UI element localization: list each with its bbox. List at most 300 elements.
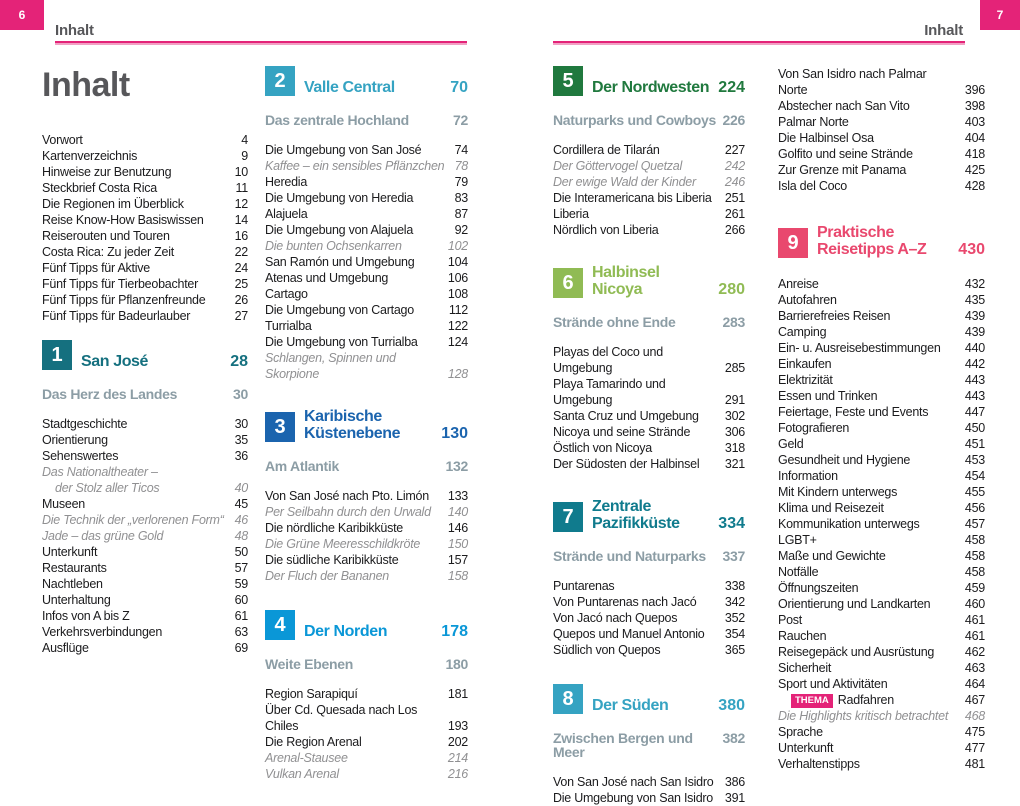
chapter-title-line: Der Süden bbox=[592, 697, 669, 714]
toc-entry-list bbox=[553, 578, 745, 658]
toc-entry-label: Die Umgebung von Turrialba bbox=[265, 335, 418, 349]
toc-entry-label: Die Technik der „verlorenen Form“ bbox=[42, 513, 224, 527]
toc-entry-page: 418 bbox=[964, 147, 985, 161]
chapter-title bbox=[304, 408, 432, 442]
toc-entry-page: 106 bbox=[447, 271, 468, 285]
toc-entry-page: 464 bbox=[964, 677, 985, 691]
toc-entry-label: Vulkan Arenal bbox=[265, 767, 339, 781]
toc-entry-page: 462 bbox=[964, 645, 985, 659]
toc-entry-label: Über Cd. Quesada nach Los Chiles bbox=[265, 703, 418, 733]
toc-entry-label: Maße und Gewichte bbox=[778, 549, 886, 563]
toc-entry bbox=[778, 324, 985, 340]
chapter-page: 280 bbox=[718, 281, 745, 298]
toc-entry-label: Sprache bbox=[778, 725, 823, 739]
toc-entry-page: 87 bbox=[454, 207, 468, 221]
toc-entry-label: Die südliche Karibikküste bbox=[265, 553, 399, 567]
toc-entry-label: Museen bbox=[42, 497, 85, 511]
toc-entry-label: Cordillera de Tilarán bbox=[553, 143, 660, 157]
toc-entry bbox=[42, 308, 248, 324]
chapter-page: 224 bbox=[718, 79, 745, 96]
toc-entry-label: Anreise bbox=[778, 277, 819, 291]
toc-entry bbox=[778, 340, 985, 356]
toc-entry-page: 16 bbox=[234, 229, 248, 243]
toc-entry-label: Infos von A bis Z bbox=[42, 609, 130, 623]
toc-entry-label: Die Umgebung von San Isidro bbox=[553, 791, 714, 805]
toc-entry bbox=[778, 372, 985, 388]
chapter-title bbox=[81, 353, 221, 370]
toc-entry-label: Die Highlights kritisch betrachtet bbox=[778, 709, 949, 723]
toc-entry-page: 40 bbox=[234, 481, 248, 495]
toc-entry-label: Die nördliche Karibikküste bbox=[265, 521, 404, 535]
toc-entry-page: 108 bbox=[447, 287, 468, 301]
toc-entry-label: Cartago bbox=[265, 287, 308, 301]
chapter-number-badge: 5 bbox=[553, 66, 583, 96]
toc-entry-page: 338 bbox=[724, 579, 745, 593]
section-subheading bbox=[42, 387, 248, 401]
toc-entry-label: Arenal-Stausee bbox=[265, 751, 348, 765]
page-title: Inhalt bbox=[42, 66, 130, 104]
toc-entry-label: Die Umgebung von Cartago bbox=[265, 303, 414, 317]
chapter-title-line: Küstenebene bbox=[304, 425, 401, 442]
toc-entry bbox=[42, 496, 248, 512]
toc-entry-label: Reiserouten und Touren bbox=[42, 229, 170, 243]
toc-entry-page: 451 bbox=[964, 437, 985, 451]
section-subheading bbox=[553, 315, 745, 329]
toc-entry-label: Orientierung bbox=[42, 433, 108, 447]
toc-entry-page: 24 bbox=[234, 261, 248, 275]
toc-entry-list bbox=[265, 686, 468, 782]
chapter-title-line: Der Nordwesten bbox=[592, 79, 710, 96]
toc-entry bbox=[553, 456, 745, 472]
section-subheading-page: 132 bbox=[445, 458, 468, 474]
section-subheading-label: Das Herz des Landes bbox=[42, 386, 178, 402]
toc-column-2 bbox=[265, 64, 468, 782]
toc-entry bbox=[265, 318, 468, 334]
section-subheading-label: Naturparks und Cowboys bbox=[553, 112, 716, 128]
toc-entry bbox=[42, 276, 248, 292]
toc-entry bbox=[778, 612, 985, 628]
toc-entry-page: 202 bbox=[447, 735, 468, 749]
toc-entry bbox=[265, 238, 468, 254]
right-page-number: 7 bbox=[996, 8, 1004, 22]
toc-entry-page: 45 bbox=[234, 497, 248, 511]
toc-entry-page: 455 bbox=[964, 485, 985, 499]
toc-entry-page: 266 bbox=[724, 223, 745, 237]
toc-entry-page: 457 bbox=[964, 517, 985, 531]
chapter-title-line: Pazifikküste bbox=[592, 515, 680, 532]
toc-entry-page: 291 bbox=[724, 393, 745, 407]
toc-entry bbox=[778, 436, 985, 452]
toc-entry bbox=[778, 276, 985, 292]
toc-entry-page: 25 bbox=[234, 277, 248, 291]
chapter-page: 380 bbox=[718, 697, 745, 714]
toc-entry-page: 150 bbox=[447, 537, 468, 551]
toc-entry-label: Zur Grenze mit Panama bbox=[778, 163, 907, 177]
toc-entry-label: Unterhaltung bbox=[42, 593, 111, 607]
chapter-2-heading bbox=[265, 66, 468, 96]
toc-entry-label: Jade – das grüne Gold bbox=[42, 529, 164, 543]
toc-entry-page: 386 bbox=[724, 775, 745, 789]
toc-entry-page: 246 bbox=[724, 175, 745, 189]
chapter-title-line: Halbinsel Nicoya bbox=[592, 264, 660, 298]
toc-entry-list bbox=[553, 142, 745, 238]
toc-entry-label: Nachtleben bbox=[42, 577, 103, 591]
toc-entry-page: 128 bbox=[447, 367, 468, 381]
chapter-7-heading bbox=[553, 498, 745, 532]
toc-entry-label: Elektrizität bbox=[778, 373, 833, 387]
section-subheading-label: Zwischen Bergen und Meer bbox=[553, 730, 693, 760]
chapter-title-line: Valle Central bbox=[304, 79, 395, 96]
toc-entry-label: Die Interamericana bis Liberia bbox=[553, 191, 712, 205]
toc-entry bbox=[265, 702, 468, 734]
section-subheading bbox=[553, 549, 745, 563]
toc-entry-label: San Ramón und Umgebung bbox=[265, 255, 415, 269]
toc-entry-list bbox=[265, 488, 468, 584]
toc-entry-page: 46 bbox=[234, 513, 248, 527]
toc-entry-page: 302 bbox=[724, 409, 745, 423]
toc-entry-label: Fünf Tipps für Aktive bbox=[42, 261, 150, 275]
toc-entry-label: Die Region Arenal bbox=[265, 735, 362, 749]
toc-entry bbox=[265, 552, 468, 568]
toc-entry-page: 157 bbox=[447, 553, 468, 567]
section-subheading bbox=[265, 113, 468, 127]
toc-entry bbox=[42, 148, 248, 164]
toc-entry-page: 391 bbox=[724, 791, 745, 805]
toc-entry-label: Ein- u. Ausreisebestimmungen bbox=[778, 341, 941, 355]
chapter-number-badge: 6 bbox=[553, 268, 583, 298]
chapter-title-line: Praktische bbox=[817, 224, 894, 241]
toc-entry-page: 404 bbox=[964, 131, 985, 145]
toc-entry bbox=[553, 142, 745, 158]
toc-entry-page: 214 bbox=[447, 751, 468, 765]
toc-entry-label: Alajuela bbox=[265, 207, 308, 221]
toc-entry-page: 435 bbox=[964, 293, 985, 307]
toc-entry bbox=[553, 344, 745, 376]
toc-entry bbox=[42, 180, 248, 196]
toc-entry bbox=[265, 504, 468, 520]
section-subheading-label: Am Atlantik bbox=[265, 458, 339, 474]
toc-entry-page: 261 bbox=[724, 207, 745, 221]
toc-entry bbox=[778, 308, 985, 324]
section-subheading bbox=[265, 657, 468, 671]
chapter-title-line: Karibische bbox=[304, 408, 382, 425]
chapter-5-heading bbox=[553, 66, 745, 96]
toc-entry bbox=[553, 174, 745, 190]
toc-entry-page: 14 bbox=[234, 213, 248, 227]
toc-entry-page: 459 bbox=[964, 581, 985, 595]
toc-entry-label: Sehenswertes bbox=[42, 449, 119, 463]
toc-entry bbox=[265, 158, 468, 174]
toc-entry-label: Camping bbox=[778, 325, 827, 339]
toc-entry-page: 26 bbox=[234, 293, 248, 307]
toc-entry-list bbox=[778, 276, 985, 772]
toc-entry bbox=[265, 190, 468, 206]
toc-entry-list bbox=[553, 774, 745, 806]
toc-entry-label: Das Nationaltheater – der Stolz aller Ticos bbox=[42, 464, 229, 496]
chapter-9-heading bbox=[778, 224, 985, 258]
toc-entry-page: 285 bbox=[724, 361, 745, 375]
toc-entry-label: Nicoya und seine Strände bbox=[553, 425, 691, 439]
toc-entry-page: 447 bbox=[964, 405, 985, 419]
toc-entry bbox=[778, 66, 985, 98]
section-subheading-page: 337 bbox=[722, 548, 745, 564]
toc-entry-label: Steckbrief Costa Rica bbox=[42, 181, 157, 195]
toc-entry-page: 458 bbox=[964, 549, 985, 563]
toc-entry-label: Unterkunft bbox=[778, 741, 834, 755]
chapter-page: 178 bbox=[441, 623, 468, 640]
toc-entry-page: 251 bbox=[724, 191, 745, 205]
toc-entry bbox=[778, 98, 985, 114]
toc-entry-page: 4 bbox=[241, 133, 248, 147]
toc-entry-label: Sicherheit bbox=[778, 661, 832, 675]
toc-entry-page: 461 bbox=[964, 613, 985, 627]
left-running-head: Inhalt bbox=[55, 22, 94, 39]
toc-entry-page: 181 bbox=[447, 687, 468, 701]
toc-entry-label: Abstecher nach San Vito bbox=[778, 99, 910, 113]
toc-entry-page: 439 bbox=[964, 325, 985, 339]
toc-entry bbox=[778, 580, 985, 596]
toc-entry-page: 133 bbox=[447, 489, 468, 503]
toc-entry-page: 467 bbox=[964, 693, 985, 707]
toc-entry-page: 443 bbox=[964, 389, 985, 403]
toc-entry-label: Fotografieren bbox=[778, 421, 850, 435]
toc-entry bbox=[42, 528, 248, 544]
section-subheading-label: Das zentrale Hochland bbox=[265, 112, 409, 128]
toc-entry-page: 442 bbox=[964, 357, 985, 371]
toc-entry-page: 9 bbox=[241, 149, 248, 163]
toc-entry-label: Die Umgebung von Heredia bbox=[265, 191, 414, 205]
toc-entry-label: Santa Cruz und Umgebung bbox=[553, 409, 699, 423]
toc-entry bbox=[42, 244, 248, 260]
toc-entry-page: 112 bbox=[448, 303, 468, 317]
toc-entry-label: Atenas und Umgebung bbox=[265, 271, 389, 285]
section-subheading-label: Strände und Naturparks bbox=[553, 548, 706, 564]
toc-entry bbox=[265, 350, 468, 382]
toc-column-4 bbox=[778, 64, 985, 772]
toc-column-1 bbox=[42, 64, 248, 656]
toc-entry-page: 61 bbox=[234, 609, 248, 623]
toc-entry-label: Fünf Tipps für Pflanzenfreunde bbox=[42, 293, 206, 307]
chapter-title-line: San José bbox=[81, 353, 149, 370]
toc-entry bbox=[265, 222, 468, 238]
toc-entry bbox=[553, 790, 745, 806]
toc-entry-page: 425 bbox=[964, 163, 985, 177]
toc-entry-page: 124 bbox=[447, 335, 468, 349]
chapter-title bbox=[592, 498, 709, 532]
toc-entry bbox=[553, 774, 745, 790]
toc-entry bbox=[265, 520, 468, 536]
toc-entry-label: Geld bbox=[778, 437, 804, 451]
toc-entry-page: 30 bbox=[234, 417, 248, 431]
toc-entry-label: Nördlich von Liberia bbox=[553, 223, 659, 237]
toc-entry-page: 342 bbox=[724, 595, 745, 609]
toc-entry bbox=[778, 162, 985, 178]
toc-entry bbox=[42, 608, 248, 624]
toc-entry bbox=[553, 440, 745, 456]
toc-entry-label: Barrierefreies Reisen bbox=[778, 309, 891, 323]
toc-entry bbox=[265, 206, 468, 222]
toc-entry-page: 456 bbox=[964, 501, 985, 515]
toc-entry-label: Playa Tamarindo und Umgebung bbox=[553, 377, 666, 407]
toc-entry-label: Kommunikation unterwegs bbox=[778, 517, 920, 531]
toc-entry bbox=[265, 286, 468, 302]
toc-entry bbox=[553, 376, 745, 408]
left-page-number: 6 bbox=[18, 8, 26, 22]
toc-entry-label: Von San Isidro nach Palmar Norte bbox=[778, 67, 927, 97]
toc-entry-label: Klima und Reisezeit bbox=[778, 501, 884, 515]
chapter-title-line: Reisetipps A–Z bbox=[817, 241, 927, 258]
toc-entry bbox=[42, 196, 248, 212]
toc-entry bbox=[265, 270, 468, 286]
toc-entry bbox=[778, 692, 985, 708]
toc-entry-label: Fünf Tipps für Badeurlauber bbox=[42, 309, 191, 323]
toc-entry bbox=[553, 626, 745, 642]
toc-entry bbox=[553, 578, 745, 594]
toc-entry-page: 12 bbox=[234, 197, 248, 211]
toc-entry-label: Reisegepäck und Ausrüstung bbox=[778, 645, 935, 659]
toc-entry-label: Liberia bbox=[553, 207, 589, 221]
toc-entry-page: 83 bbox=[454, 191, 468, 205]
toc-entry bbox=[778, 420, 985, 436]
chapter-6-heading bbox=[553, 264, 745, 298]
chapter-number-badge: 1 bbox=[42, 340, 72, 370]
toc-entry-label: Palmar Norte bbox=[778, 115, 849, 129]
toc-entry-page: 403 bbox=[964, 115, 985, 129]
toc-entry-page: 60 bbox=[234, 593, 248, 607]
chapter-number-badge: 8 bbox=[553, 684, 583, 714]
toc-entry bbox=[42, 260, 248, 276]
toc-entry-page: 352 bbox=[724, 611, 745, 625]
toc-entry-page: 193 bbox=[447, 719, 468, 733]
toc-entry bbox=[778, 628, 985, 644]
toc-entry bbox=[778, 548, 985, 564]
toc-entry bbox=[42, 640, 248, 656]
toc-entry-page: 102 bbox=[447, 239, 468, 253]
toc-entry-page: 321 bbox=[724, 457, 745, 471]
toc-entry-label: Isla del Coco bbox=[778, 179, 848, 193]
toc-entry-label: Stadtgeschichte bbox=[42, 417, 128, 431]
section-subheading bbox=[265, 459, 468, 473]
toc-entry-page: 11 bbox=[235, 181, 248, 195]
toc-entry-label: Die Umgebung von San José bbox=[265, 143, 422, 157]
toc-entry-label: Turrialba bbox=[265, 319, 312, 333]
toc-entry-label: THEMA Radfahren bbox=[791, 692, 959, 708]
chapter-number-badge: 9 bbox=[778, 228, 808, 258]
toc-entry-page: 69 bbox=[234, 641, 248, 655]
toc-entry-label: Orientierung und Landkarten bbox=[778, 597, 931, 611]
toc-entry bbox=[778, 708, 985, 724]
toc-entry-list bbox=[42, 132, 248, 324]
chapter-3-heading bbox=[265, 408, 468, 442]
toc-entry bbox=[265, 302, 468, 318]
toc-entry-list bbox=[265, 142, 468, 382]
toc-entry-page: 27 bbox=[234, 309, 248, 323]
toc-entry-page: 481 bbox=[964, 757, 985, 771]
chapter-8-heading bbox=[553, 684, 745, 714]
chapter-title bbox=[592, 79, 709, 96]
toc-entry-page: 398 bbox=[964, 99, 985, 113]
toc-entry-label-line2: der Stolz aller Ticos bbox=[55, 481, 160, 495]
toc-entry bbox=[778, 660, 985, 676]
toc-entry bbox=[553, 610, 745, 626]
toc-entry-page: 306 bbox=[724, 425, 745, 439]
toc-entry-page: 443 bbox=[964, 373, 985, 387]
toc-entry bbox=[778, 516, 985, 532]
toc-entry-page: 227 bbox=[724, 143, 745, 157]
toc-entry-label: LGBT+ bbox=[778, 533, 817, 547]
toc-entry-page: 122 bbox=[447, 319, 468, 333]
toc-entry-page: 454 bbox=[964, 469, 985, 483]
toc-entry-label: Gesundheit und Hygiene bbox=[778, 453, 911, 467]
toc-entry bbox=[778, 292, 985, 308]
toc-entry bbox=[265, 488, 468, 504]
chapter-page: 130 bbox=[441, 425, 468, 442]
toc-entry bbox=[42, 624, 248, 640]
toc-entry-label: Kartenverzeichnis bbox=[42, 149, 138, 163]
toc-entry-label: Die Regionen im Überblick bbox=[42, 197, 184, 211]
toc-entry-label: Region Sarapiquí bbox=[265, 687, 358, 701]
toc-entry-page: 440 bbox=[964, 341, 985, 355]
chapter-title-line: Der Norden bbox=[304, 623, 388, 640]
toc-entry bbox=[42, 432, 248, 448]
toc-entry-label: Post bbox=[778, 613, 803, 627]
toc-entry-page: 104 bbox=[447, 255, 468, 269]
section-subheading-page: 226 bbox=[722, 112, 745, 128]
toc-entry bbox=[778, 740, 985, 756]
toc-entry bbox=[778, 130, 985, 146]
chapter-title-line: Zentrale bbox=[592, 498, 652, 515]
thema-badge: THEMA bbox=[791, 694, 833, 708]
chapter-number-badge: 3 bbox=[265, 412, 295, 442]
toc-entry-label: Autofahren bbox=[778, 293, 837, 307]
toc-entry-label: Sport und Aktivitäten bbox=[778, 677, 888, 691]
right-running-head: Inhalt bbox=[924, 22, 963, 39]
toc-entry-page: 354 bbox=[724, 627, 745, 641]
section-subheading bbox=[553, 113, 745, 127]
toc-entry bbox=[553, 642, 745, 658]
toc-entry bbox=[778, 724, 985, 740]
toc-entry-page: 468 bbox=[964, 709, 985, 723]
toc-entry-label: Von Puntarenas nach Jacó bbox=[553, 595, 697, 609]
toc-entry-page: 158 bbox=[447, 569, 468, 583]
toc-entry bbox=[778, 356, 985, 372]
toc-entry bbox=[553, 594, 745, 610]
toc-entry bbox=[778, 532, 985, 548]
toc-entry-label: Von Jacó nach Quepos bbox=[553, 611, 678, 625]
toc-entry bbox=[778, 500, 985, 516]
toc-entry-page: 458 bbox=[964, 533, 985, 547]
toc-entry-label: Hinweise zur Benutzung bbox=[42, 165, 172, 179]
section-subheading-page: 283 bbox=[722, 314, 745, 330]
toc-entry bbox=[778, 484, 985, 500]
toc-entry-label: Heredia bbox=[265, 175, 308, 189]
toc-entry bbox=[265, 142, 468, 158]
toc-entry bbox=[778, 404, 985, 420]
toc-entry-page: 74 bbox=[454, 143, 468, 157]
toc-entry-label: Der Fluch der Bananen bbox=[265, 569, 389, 583]
toc-entry-page: 79 bbox=[454, 175, 468, 189]
toc-entry-page: 22 bbox=[234, 245, 248, 259]
toc-entry-label: Reise Know-How Basiswissen bbox=[42, 213, 204, 227]
toc-entry bbox=[265, 174, 468, 190]
toc-entry bbox=[42, 576, 248, 592]
toc-entry bbox=[778, 468, 985, 484]
toc-entry-label: Die Halbinsel Osa bbox=[778, 131, 874, 145]
toc-entry bbox=[42, 512, 248, 528]
toc-entry-label: Notfälle bbox=[778, 565, 819, 579]
toc-entry-label: Östlich von Nicoya bbox=[553, 441, 653, 455]
toc-entry bbox=[265, 536, 468, 552]
